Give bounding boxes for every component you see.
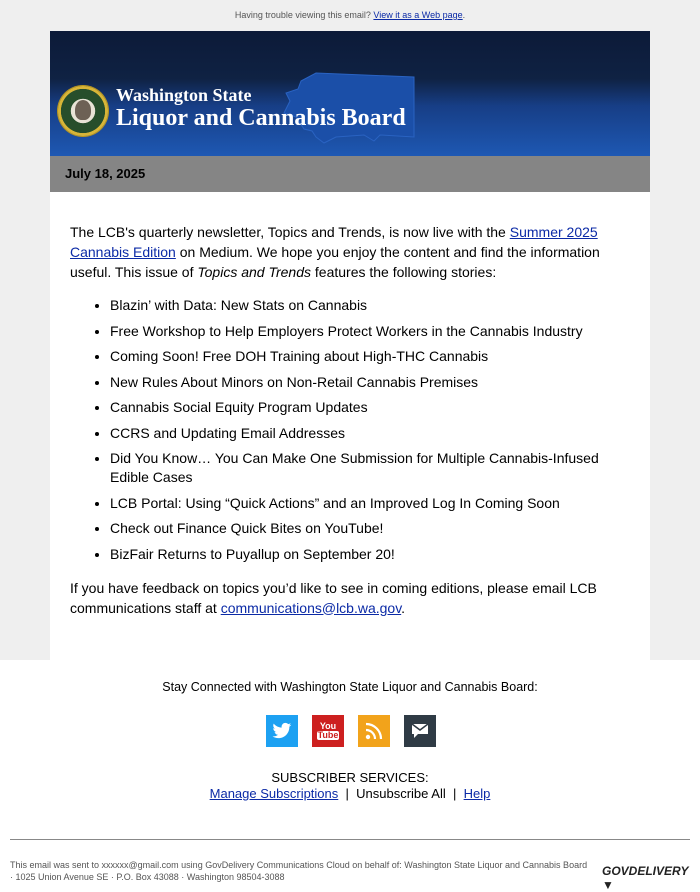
view-as-web-page-link[interactable]: View it as a Web page — [373, 10, 463, 20]
newsletter-content — [50, 192, 650, 618]
legal-text: This email was sent to xxxxxx@gmail.com using GovDelivery Communications Cloud on behalf of: Washington State Liquor and Cannabis Board · 1025 Union Avenue SE · P.O. Box 43088 · Washington 98504-3088 — [10, 860, 588, 882]
speech-bubble-icon: ▼ — [602, 878, 614, 892]
preheader-text: Having trouble viewing this email? — [234, 10, 371, 20]
email-body — [50, 31, 650, 660]
govdelivery-logo: GOVDELIVERY ▼ — [602, 864, 689, 892]
header-banner — [50, 31, 650, 156]
issue-date: July 18, 2025 — [50, 156, 650, 192]
rss-icon[interactable] — [358, 715, 390, 747]
stories-list — [70, 296, 600, 564]
twitter-icon[interactable] — [266, 715, 298, 747]
manage-subscriptions-link[interactable]: Manage Subscriptions — [209, 786, 339, 801]
subscriber-services-title: SUBSCRIBER SERVICES: — [271, 770, 429, 785]
story-item: • BizFair Returns to Puyallup on September 20! — [110, 545, 600, 564]
story-item: • LCB Portal: Using “Quick Actions” and an Improved Log In Coming Soon — [110, 494, 600, 513]
story-item: • Coming Soon! Free DOH Training about High-THC Cannabis — [110, 347, 600, 366]
story-item: • CCRS and Updating Email Addresses — [110, 424, 600, 443]
story-item: • Blazin’ with Data: New Stats on Cannabis — [110, 296, 600, 315]
communications-email-link[interactable]: communications@lcb.wa.gov — [220, 599, 402, 616]
help-link[interactable]: Help — [463, 786, 491, 801]
footer-divider — [10, 839, 690, 840]
story-item: • New Rules About Minors on Non-Retail Cannabis Premises — [110, 373, 600, 392]
story-item: • Did You Know… You Can Make One Submission for Multiple Cannabis-Infused Edible Cases — [110, 449, 600, 487]
subscriber-services: SUBSCRIBER SERVICES: Manage Subscriptions | Unsubscribe All | Help — [0, 770, 700, 802]
youtube-icon[interactable]: You Tube — [312, 715, 344, 747]
org-name-line1: Washington State — [116, 85, 252, 105]
closing-paragraph: If you have feedback on topics you’d like to see in coming editions, please email LCB communications staff at communications@lcb.wa.gov. — [70, 579, 597, 616]
intro-paragraph: The LCB's quarterly newsletter, Topics and Trends, is now live with the Summer 2025 Cannabis Edition on Medium. We hope you enjoy the content and find the information useful. This issue of Topics and Trends features the following stories: — [70, 224, 600, 280]
washington-state-seal-icon — [58, 86, 108, 136]
summer-edition-link[interactable]: Summer 2025 Cannabis Edition — [70, 224, 598, 260]
preheader: Having trouble viewing this email? View it as a Web page. — [234, 10, 466, 20]
stay-connected-text: Stay Connected with Washington State Liquor and Cannabis Board: — [162, 680, 538, 694]
unsubscribe-all-text[interactable]: Unsubscribe All — [356, 786, 446, 801]
story-item: • Check out Finance Quick Bites on YouTube! — [110, 519, 600, 538]
org-name-line2: Liquor and Cannabis Board — [116, 105, 406, 131]
story-item: • Free Workshop to Help Employers Protect Workers in the Cannabis Industry — [110, 322, 600, 341]
email-icon[interactable] — [404, 715, 436, 747]
social-links — [266, 715, 436, 747]
story-item: • Cannabis Social Equity Program Updates — [110, 398, 600, 417]
